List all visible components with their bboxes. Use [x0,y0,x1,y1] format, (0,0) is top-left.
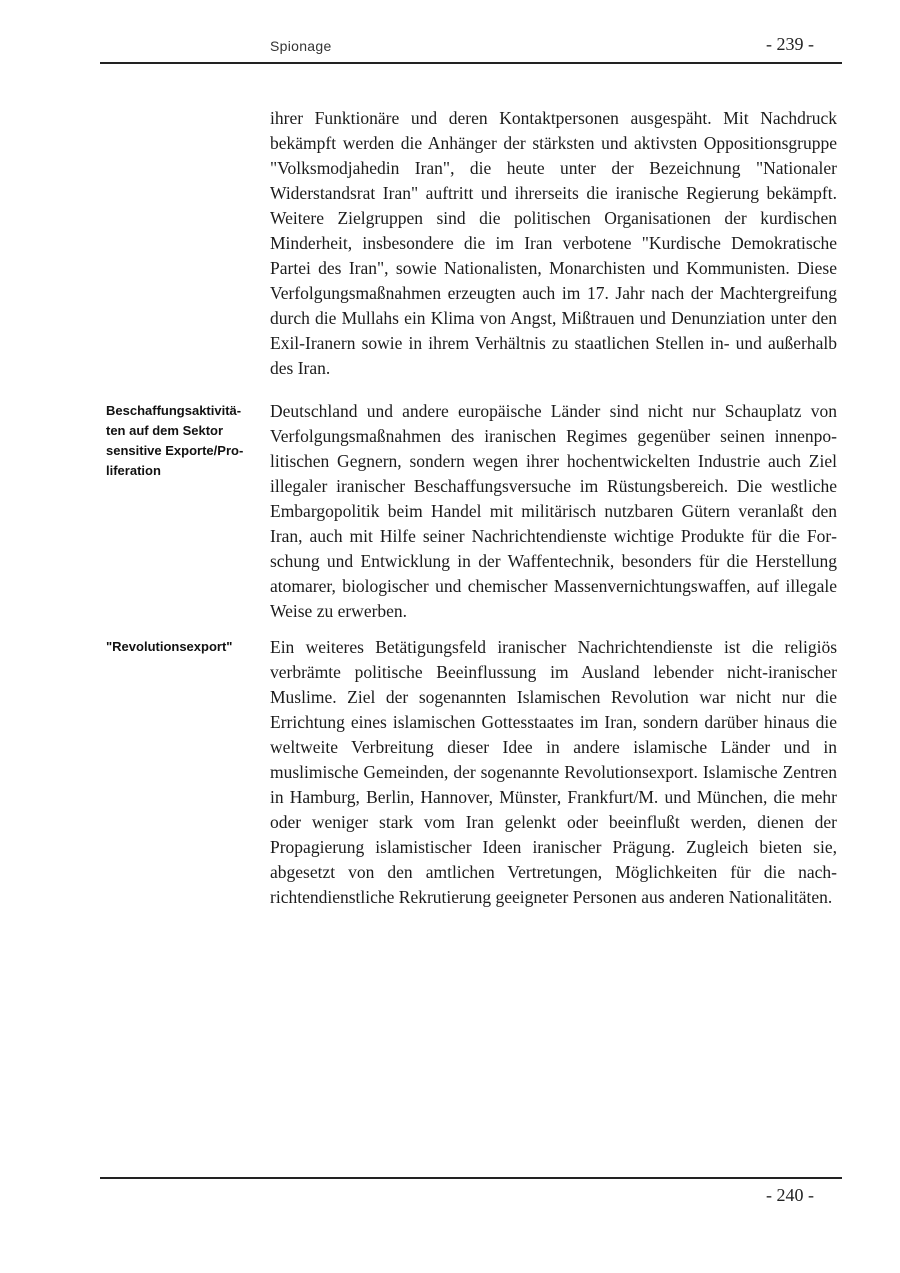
margin-note-revolution-export: "Revolutionsexport" [106,639,233,654]
paragraph-persecution: ihrer Funktionäre und deren Kontaktpersonen ausgespäht. Mit Nachdruck bekämpft werden die Anhänger der stärksten und aktivsten Oppositionsgruppe "Volksmodjahedin Iran", die heute unter der Bezeichnung "Nationaler Widerstandsrat Iran" auftritt und ihrerseits die iranische Regierung bekämpft. Weitere Zielgruppen sind die politischen Organisationen der kurdischen Minderheit, insbesondere die im Iran verbotene "Kurdische Demokratische Partei des Iran", sowie Nationalisten, Monarchisten und Kommunisten. Diese Verfolgungsmaßnahmen erzeugten auch im 17. Jahr nach der Machtergreifung durch die Mullahs ein Klima von Angst, Mißtrauen und Denunziation unter den Exil-Iranern sowie in ihrem Verhältnis zu staatlichen Stellen in- und außerhalb des Iran. [270,108,837,378]
page-number-top: - 239 - [766,34,814,54]
margin-note-procurement: Beschaffungsaktivitäten auf dem Sektor sensitive Exporte/Proliferation [106,403,244,478]
paragraph-procurement: Deutschland und andere europäische Länder sind nicht nur Schauplatz von Verfolgungsmaßnahmen des iranischen Regimes gegenüber seinen innenpolitischen Gegnern, sondern wegen ihrer hochentwickelten Industrie auch Ziel illegaler iranischer Beschaffungsversuche im Rüstungsbereich. Die westliche Embargopolitik beim Handel mit militärisch nutzbaren Gütern veranlaßt den Iran, auch mit Hilfe seiner Nachrichtendienste wichtige Produkte für die Forschung und Entwicklung in der Waffentechnik, besonders für die Herstellung atomarer, biologischer und chemischer Massenvernichtungswaffen, auf illegale Weise zu erwerben. [270,401,837,621]
running-title: Spionage [270,38,332,54]
page-footer [100,1177,842,1205]
paragraph-revolution-export: Ein weiteres Betätigungsfeld iranischer Nachrichtendienste ist die religiös verbrämte politische Beeinflussung im Ausland lebender nicht-iranischer Muslime. Ziel der sogenannten Islamischen Revolution war nicht nur die Errichtung eines islamischen Gottesstaates im Iran, sondern darüber hinaus die weltweite Verbreitung dieser Idee in andere islamische Länder und in muslimische Gemeinden, der sogenannte Revolutionsexport. Islamische Zentren in Hamburg, Berlin, Hannover, Münster, Frankfurt/M. und München, die mehr oder weniger stark vom Iran gelenkt oder beeinflußt werden, dienen der Propagierung islamistischer Ideen iranischer Prägung. Zugleich bieten sie, abgesetzt von den amtlichen Vertretungen, Möglichkeiten für die nachrichtendienstliche Rekrutierung geeigneter Personen aus anderen Nationalitäten. [270,637,837,907]
page-number-bottom: - 240 - [766,1185,814,1205]
page-header [100,32,842,64]
